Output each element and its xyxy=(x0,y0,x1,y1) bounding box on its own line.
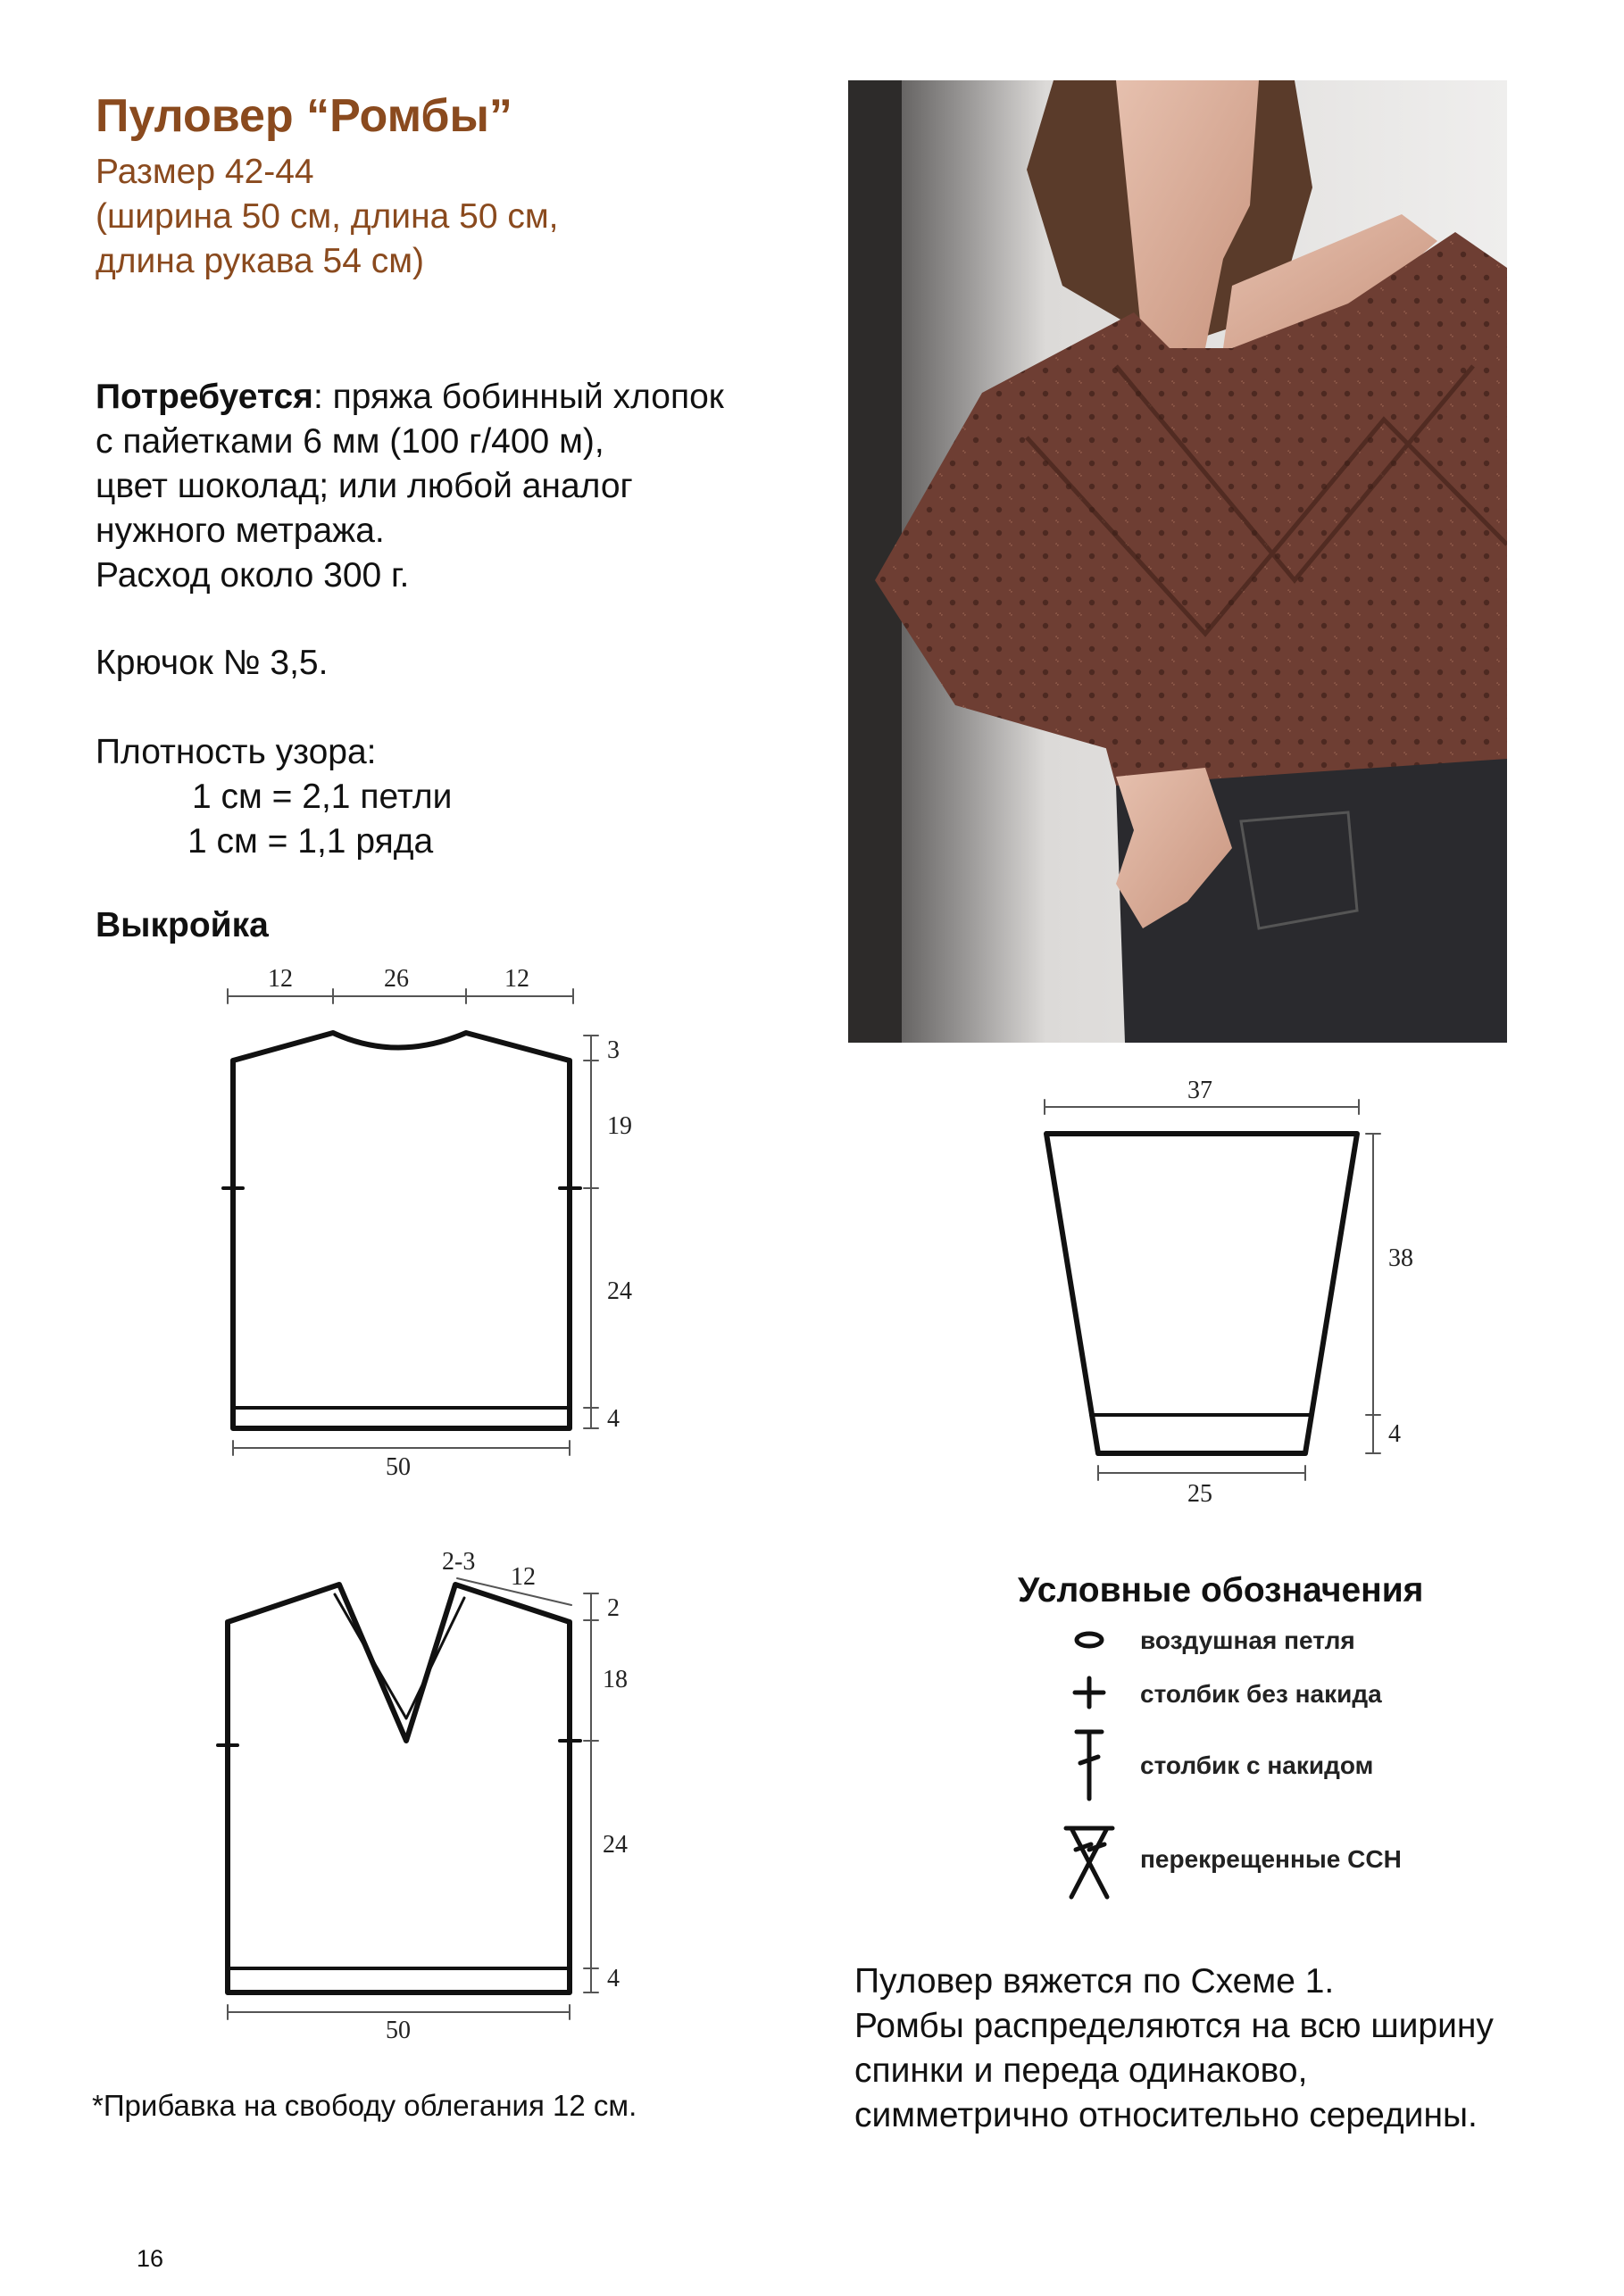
chain-stitch-icon xyxy=(1077,1634,1102,1646)
legend-label-chain: воздушная петля xyxy=(1140,1626,1355,1654)
legend-title: Условные обозначения xyxy=(1018,1571,1424,1610)
instruction-line-2: Ромбы распределяются на всю ширину xyxy=(854,2007,1494,2045)
sleeve-dim-length: 38 xyxy=(1388,1244,1413,1272)
sleeve-dim-cuff: 4 xyxy=(1388,1420,1401,1448)
back-dim-side-3: 24 xyxy=(607,1277,632,1305)
double-crochet-icon xyxy=(1077,1732,1102,1799)
sleeve-dim-top: 37 xyxy=(1187,1077,1212,1104)
front-dim-bottom: 50 xyxy=(386,2017,411,2044)
materials-label: Потребуется xyxy=(96,378,313,416)
crossed-dc-icon xyxy=(1066,1828,1112,1897)
materials-line-1: Потребуется: пряжа бобинный хлопок xyxy=(96,378,724,416)
page-title: Пуловер “Ромбы” xyxy=(96,90,512,142)
front-dim-neck: 2-3 xyxy=(442,1548,476,1576)
front-dim-side-1: 2 xyxy=(607,1594,620,1622)
dimensions-line-2: длина рукава 54 см) xyxy=(96,242,425,280)
materials-line-4: нужного метража. xyxy=(96,512,385,550)
back-dim-side-4: 4 xyxy=(607,1405,620,1433)
sleeve-outline xyxy=(1045,1100,1380,1480)
back-dim-side-1: 3 xyxy=(607,1036,620,1064)
pattern-heading: Выкройка xyxy=(96,906,269,944)
back-dim-bottom: 50 xyxy=(386,1453,411,1481)
ease-note: *Прибавка на свободу облегания 12 см. xyxy=(92,2089,637,2122)
materials-line-3: цвет шоколад; или любой аналог xyxy=(96,467,633,505)
materials-line-2: с пайетками 6 мм (100 г/400 м), xyxy=(96,422,604,461)
front-dim-side-2: 18 xyxy=(603,1666,628,1693)
back-dim-center: 26 xyxy=(384,965,409,993)
instruction-line-1: Пуловер вяжется по Схеме 1. xyxy=(854,1962,1335,2001)
consumption-line: Расход около 300 г. xyxy=(96,556,410,595)
legend-label-sc: столбик без накида xyxy=(1140,1680,1382,1708)
hook-size: Крючок № 3,5. xyxy=(96,644,329,682)
instruction-line-3: спинки и переда одинаково, xyxy=(854,2051,1308,2090)
legend-label-dc: столбик с накидом xyxy=(1140,1751,1374,1779)
size-line: Размер 42-44 xyxy=(96,153,314,191)
instruction-line-4: симметрично относительно середины. xyxy=(854,2096,1478,2134)
single-crochet-icon xyxy=(1075,1678,1103,1707)
front-dim-shoulder: 12 xyxy=(511,1563,536,1591)
legend-label-crossed: перекрещенные ССН xyxy=(1140,1845,1402,1873)
front-piece-outline xyxy=(218,1578,598,2019)
gauge-rows: 1 см = 1,1 ряда xyxy=(187,822,434,861)
front-dim-side-4: 4 xyxy=(607,1965,620,1992)
front-dim-side-3: 24 xyxy=(603,1831,628,1859)
gauge-stitches: 1 см = 2,1 петли xyxy=(192,778,453,816)
back-dim-side-2: 19 xyxy=(607,1112,632,1140)
back-dim-right: 12 xyxy=(504,965,529,993)
gauge-label: Плотность узора: xyxy=(96,733,377,771)
sleeve-dim-bottom: 25 xyxy=(1187,1480,1212,1508)
back-piece-outline xyxy=(223,989,598,1455)
back-dim-left: 12 xyxy=(268,965,293,993)
dimensions-line-1: (ширина 50 см, длина 50 см, xyxy=(96,197,559,236)
page-number: 16 xyxy=(137,2245,164,2272)
